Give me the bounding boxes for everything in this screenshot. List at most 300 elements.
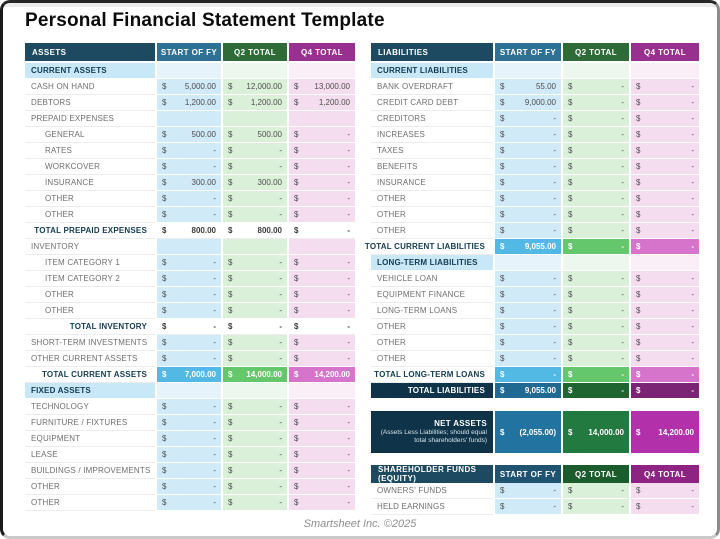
row-label: OTHER [25, 495, 155, 510]
currency-symbol: $ [162, 210, 167, 219]
cell-value: - [691, 386, 694, 395]
cell-value: - [213, 274, 216, 283]
table-row [371, 159, 701, 174]
currency-symbol: $ [294, 322, 299, 331]
cell-start-of-fy[interactable] [495, 175, 561, 190]
cell-value: - [347, 338, 350, 347]
currency-symbol: $ [228, 226, 233, 235]
cell-q4-total[interactable] [631, 79, 699, 94]
cell-value: - [691, 210, 694, 219]
column-header-start-of-fy: START OF FY [495, 43, 561, 61]
currency-symbol: $ [162, 274, 167, 283]
cell-start-of-fy[interactable] [157, 303, 221, 318]
currency-symbol: $ [568, 274, 573, 283]
cell-q2-total[interactable] [223, 367, 287, 382]
cell-value: - [691, 114, 694, 123]
cell-start-of-fy[interactable] [495, 223, 561, 238]
column-header-q2-total: Q2 TOTAL [223, 43, 287, 61]
table-row [25, 223, 357, 238]
cell-q4-total[interactable] [289, 367, 355, 382]
cell-q2-total[interactable] [223, 351, 287, 366]
currency-symbol: $ [568, 338, 573, 347]
cell-start-of-fy[interactable] [495, 143, 561, 158]
cell-q2-total[interactable] [223, 223, 287, 238]
cell-q4-total[interactable] [289, 111, 355, 126]
cell-value: - [553, 130, 556, 139]
currency-symbol: $ [500, 486, 505, 495]
cell-start-of-fy[interactable] [157, 175, 221, 190]
cell-value: - [691, 98, 694, 107]
cell-value: - [553, 290, 556, 299]
net-assets-cell-q2-total[interactable] [563, 411, 629, 453]
cell-value: - [347, 210, 350, 219]
net-assets-cell-q4-total[interactable] [631, 411, 699, 453]
cell-q4-total[interactable] [289, 479, 355, 494]
cell-q4-total[interactable] [289, 143, 355, 158]
cell-q2-total[interactable] [223, 479, 287, 494]
cell-value: 5,000.00 [184, 82, 216, 91]
currency-symbol: $ [162, 370, 167, 379]
cell-q2-total[interactable] [563, 499, 629, 514]
cell-q4-total[interactable] [631, 351, 699, 366]
cell-start-of-fy[interactable] [157, 383, 221, 398]
cell-start-of-fy[interactable] [157, 479, 221, 494]
currency-symbol: $ [636, 486, 641, 495]
cell-start-of-fy[interactable] [157, 159, 221, 174]
table-row [25, 159, 357, 174]
cell-start-of-fy[interactable] [157, 335, 221, 350]
row-label: LONG-TERM LOANS [371, 303, 493, 318]
currency-symbol: $ [228, 274, 233, 283]
cell-q2-total[interactable] [223, 303, 287, 318]
cell-q4-total[interactable] [289, 207, 355, 222]
table-row [371, 255, 701, 270]
cell-q4-total[interactable] [631, 159, 699, 174]
cell-q2-total[interactable] [223, 383, 287, 398]
cell-q4-total[interactable] [289, 399, 355, 414]
cell-start-of-fy[interactable] [157, 95, 221, 110]
cell-start-of-fy[interactable] [157, 271, 221, 286]
currency-symbol: $ [636, 386, 641, 395]
table-row [25, 463, 357, 478]
cell-q4-total[interactable] [631, 95, 699, 110]
cell-start-of-fy[interactable] [157, 367, 221, 382]
currency-symbol: $ [568, 427, 573, 437]
cell-start-of-fy[interactable] [495, 63, 561, 78]
row-label: SHORT-TERM INVESTMENTS [25, 335, 155, 350]
cell-q2-total[interactable] [563, 175, 629, 190]
cell-start-of-fy[interactable] [495, 111, 561, 126]
cell-start-of-fy[interactable] [495, 319, 561, 334]
cell-value: 500.00 [257, 130, 282, 139]
cell-q4-total[interactable] [631, 127, 699, 142]
cell-start-of-fy[interactable] [495, 271, 561, 286]
cell-start-of-fy[interactable] [157, 223, 221, 238]
table-row [25, 143, 357, 158]
net-assets-block [371, 411, 701, 453]
cell-start-of-fy[interactable] [495, 159, 561, 174]
cell-q2-total[interactable] [223, 143, 287, 158]
cell-value: - [621, 162, 624, 171]
table-row [371, 303, 701, 318]
cell-value: - [621, 386, 624, 395]
table-row [25, 79, 357, 94]
currency-symbol: $ [568, 306, 573, 315]
cell-q4-total[interactable] [289, 303, 355, 318]
cell-q2-total[interactable] [563, 207, 629, 222]
cell-q4-total[interactable] [631, 111, 699, 126]
cell-value: - [279, 162, 282, 171]
cell-q4-total[interactable] [289, 351, 355, 366]
cell-value: - [691, 130, 694, 139]
cell-q4-total[interactable] [631, 143, 699, 158]
cell-q4-total[interactable] [631, 303, 699, 318]
cell-start-of-fy[interactable] [495, 483, 561, 498]
table-row [371, 335, 701, 350]
cell-q4-total[interactable] [631, 175, 699, 190]
cell-q2-total[interactable] [563, 143, 629, 158]
currency-symbol: $ [162, 258, 167, 267]
cell-value: - [213, 290, 216, 299]
table-row [25, 447, 357, 462]
cell-q4-total[interactable] [631, 483, 699, 498]
cell-q4-total[interactable] [631, 207, 699, 222]
cell-value: - [621, 242, 624, 251]
cell-q2-total[interactable] [223, 495, 287, 510]
currency-symbol: $ [162, 194, 167, 203]
currency-symbol: $ [568, 354, 573, 363]
cell-start-of-fy[interactable] [157, 207, 221, 222]
cell-q4-total[interactable] [289, 239, 355, 254]
cell-q2-total[interactable] [563, 79, 629, 94]
cell-q4-total[interactable] [631, 287, 699, 302]
currency-symbol: $ [568, 242, 573, 251]
currency-symbol: $ [568, 178, 573, 187]
cell-start-of-fy[interactable] [495, 239, 561, 254]
cell-q4-total[interactable] [289, 63, 355, 78]
cell-value: - [691, 338, 694, 347]
cell-q2-total[interactable] [223, 271, 287, 286]
cell-start-of-fy[interactable] [157, 63, 221, 78]
cell-value: - [553, 338, 556, 347]
cell-q2-total[interactable] [223, 207, 287, 222]
cell-start-of-fy[interactable] [495, 95, 561, 110]
table-row [25, 95, 357, 110]
cell-value: - [621, 354, 624, 363]
cell-value: - [347, 258, 350, 267]
cell-start-of-fy[interactable] [495, 351, 561, 366]
cell-start-of-fy[interactable] [157, 111, 221, 126]
cell-value: - [347, 498, 350, 507]
cell-q4-total[interactable] [289, 415, 355, 430]
cell-start-of-fy[interactable] [495, 255, 561, 270]
cell-q4-total[interactable] [289, 271, 355, 286]
currency-symbol: $ [568, 486, 573, 495]
cell-value: - [213, 210, 216, 219]
cell-start-of-fy[interactable] [495, 499, 561, 514]
currency-symbol: $ [636, 146, 641, 155]
cell-q4-total[interactable] [289, 319, 355, 334]
cell-value: - [691, 242, 694, 251]
cell-value: - [691, 290, 694, 299]
cell-q4-total[interactable] [631, 367, 699, 382]
cell-start-of-fy[interactable] [157, 431, 221, 446]
currency-symbol: $ [162, 146, 167, 155]
currency-symbol: $ [228, 370, 233, 379]
cell-q4-total[interactable] [631, 63, 699, 78]
cell-q2-total[interactable] [223, 175, 287, 190]
row-label: OTHER [25, 303, 155, 318]
cell-q4-total[interactable] [289, 95, 355, 110]
cell-q4-total[interactable] [289, 223, 355, 238]
cell-start-of-fy[interactable] [157, 79, 221, 94]
cell-q2-total[interactable] [563, 367, 629, 382]
cell-q2-total[interactable] [563, 63, 629, 78]
cell-value: - [213, 466, 216, 475]
net-assets-subtitle: (Assets Less Liabilities; should equal total shareholders' funds) [380, 428, 487, 444]
cell-q2-total[interactable] [563, 319, 629, 334]
currency-symbol: $ [568, 146, 573, 155]
cell-start-of-fy[interactable] [495, 367, 561, 382]
cell-value: - [347, 450, 350, 459]
currency-symbol: $ [294, 130, 299, 139]
cell-q2-total[interactable] [563, 239, 629, 254]
cell-q2-total[interactable] [223, 287, 287, 302]
cell-start-of-fy[interactable] [495, 79, 561, 94]
cell-q2-total[interactable] [563, 255, 629, 270]
currency-symbol: $ [500, 502, 505, 511]
currency-symbol: $ [568, 162, 573, 171]
column-header-label: SHAREHOLDER FUNDS (EQUITY) [371, 465, 493, 483]
cell-q2-total[interactable] [223, 335, 287, 350]
cell-value: - [347, 146, 350, 155]
copyright-text: Smartsheet Inc. ©2025 [303, 518, 417, 530]
cell-value: - [621, 146, 624, 155]
cell-q4-total[interactable] [289, 191, 355, 206]
table-row [25, 255, 357, 270]
row-label: FURNITURE / FIXTURES [25, 415, 155, 430]
cell-q4-total[interactable] [289, 175, 355, 190]
equity-table [371, 465, 701, 514]
cell-value: - [213, 194, 216, 203]
section-header: CURRENT ASSETS [25, 63, 155, 78]
cell-value: - [279, 482, 282, 491]
cell-q2-total[interactable] [223, 447, 287, 462]
cell-value: - [347, 482, 350, 491]
row-label: BENEFITS [371, 159, 493, 174]
table-row [25, 431, 357, 446]
currency-symbol: $ [636, 306, 641, 315]
cell-value: - [553, 226, 556, 235]
cell-start-of-fy[interactable] [157, 447, 221, 462]
cell-value: 800.00 [257, 226, 282, 235]
currency-symbol: $ [636, 178, 641, 187]
cell-start-of-fy[interactable] [157, 127, 221, 142]
cell-q2-total[interactable] [223, 127, 287, 142]
cell-q2-total[interactable] [563, 111, 629, 126]
cell-value: - [347, 162, 350, 171]
cell-q2-total[interactable] [223, 399, 287, 414]
cell-value: - [213, 146, 216, 155]
currency-symbol: $ [228, 434, 233, 443]
cell-q4-total[interactable] [631, 319, 699, 334]
cell-start-of-fy[interactable] [157, 399, 221, 414]
row-label: INVENTORY [25, 239, 155, 254]
currency-symbol: $ [294, 354, 299, 363]
cell-q2-total[interactable] [223, 463, 287, 478]
cell-value: - [279, 210, 282, 219]
cell-start-of-fy[interactable] [157, 143, 221, 158]
cell-q2-total[interactable] [223, 63, 287, 78]
cell-q4-total[interactable] [631, 223, 699, 238]
cell-q2-total[interactable] [563, 383, 629, 398]
currency-symbol: $ [228, 450, 233, 459]
cell-q4-total[interactable] [289, 79, 355, 94]
cell-q2-total[interactable] [223, 159, 287, 174]
currency-symbol: $ [294, 306, 299, 315]
cell-start-of-fy[interactable] [495, 287, 561, 302]
cell-q2-total[interactable] [563, 95, 629, 110]
cell-q2-total[interactable] [223, 111, 287, 126]
cell-value: - [347, 354, 350, 363]
cell-q2-total[interactable] [563, 127, 629, 142]
cell-start-of-fy[interactable] [157, 239, 221, 254]
cell-q2-total[interactable] [563, 191, 629, 206]
currency-symbol: $ [228, 498, 233, 507]
cell-value: - [691, 274, 694, 283]
cell-value: - [553, 322, 556, 331]
column-header-q2-total: Q2 TOTAL [563, 43, 629, 61]
cell-q2-total[interactable] [563, 303, 629, 318]
currency-symbol: $ [568, 82, 573, 91]
cell-q4-total[interactable] [631, 383, 699, 398]
cell-q4-total[interactable] [631, 191, 699, 206]
cell-value: - [553, 162, 556, 171]
currency-symbol: $ [294, 290, 299, 299]
table-row [371, 483, 701, 498]
cell-q4-total[interactable] [289, 495, 355, 510]
row-label: DEBTORS [25, 95, 155, 110]
cell-q4-total[interactable] [289, 159, 355, 174]
cell-value: - [213, 338, 216, 347]
cell-q2-total[interactable] [563, 223, 629, 238]
cell-start-of-fy[interactable] [157, 191, 221, 206]
cell-q2-total[interactable] [223, 95, 287, 110]
row-label: ITEM CATEGORY 1 [25, 255, 155, 270]
cell-q4-total[interactable] [631, 271, 699, 286]
cell-value: 13,000.00 [314, 82, 350, 91]
currency-symbol: $ [500, 354, 505, 363]
cell-value: - [213, 498, 216, 507]
cell-value: - [691, 486, 694, 495]
cell-q2-total[interactable] [563, 483, 629, 498]
cell-q4-total[interactable] [289, 335, 355, 350]
cell-start-of-fy[interactable] [157, 319, 221, 334]
cell-q4-total[interactable] [631, 499, 699, 514]
cell-start-of-fy[interactable] [495, 335, 561, 350]
currency-symbol: $ [228, 194, 233, 203]
cell-q2-total[interactable] [223, 239, 287, 254]
row-label: OTHER [371, 319, 493, 334]
currency-symbol: $ [636, 114, 641, 123]
cell-value: - [347, 194, 350, 203]
cell-start-of-fy[interactable] [495, 383, 561, 398]
cell-q2-total[interactable] [563, 351, 629, 366]
cell-q4-total[interactable] [289, 463, 355, 478]
cell-q4-total[interactable] [289, 383, 355, 398]
net-assets-cell-start-of-fy[interactable] [495, 411, 561, 453]
cell-value: - [279, 402, 282, 411]
cell-value: - [279, 258, 282, 267]
table-row [371, 127, 701, 142]
cell-q4-total[interactable] [289, 255, 355, 270]
cell-start-of-fy[interactable] [157, 255, 221, 270]
cell-q4-total[interactable] [289, 287, 355, 302]
cell-q2-total[interactable] [223, 191, 287, 206]
cell-q2-total[interactable] [223, 319, 287, 334]
cell-q2-total[interactable] [223, 79, 287, 94]
cell-q2-total[interactable] [563, 287, 629, 302]
cell-q2-total[interactable] [223, 431, 287, 446]
currency-symbol: $ [228, 322, 233, 331]
cell-value: 300.00 [257, 178, 282, 187]
table-row [371, 175, 701, 190]
cell-value: - [621, 226, 624, 235]
cell-value: 1,200.00 [184, 98, 216, 107]
cell-q2-total[interactable] [223, 255, 287, 270]
cell-start-of-fy[interactable] [495, 303, 561, 318]
cell-q2-total[interactable] [563, 335, 629, 350]
currency-symbol: $ [162, 338, 167, 347]
currency-symbol: $ [228, 482, 233, 491]
currency-symbol: $ [162, 98, 167, 107]
cell-start-of-fy[interactable] [157, 287, 221, 302]
cell-q2-total[interactable] [223, 415, 287, 430]
currency-symbol: $ [636, 502, 641, 511]
currency-symbol: $ [500, 306, 505, 315]
cell-q2-total[interactable] [563, 271, 629, 286]
cell-start-of-fy[interactable] [495, 191, 561, 206]
cell-q4-total[interactable] [631, 335, 699, 350]
cell-start-of-fy[interactable] [157, 351, 221, 366]
cell-q4-total[interactable] [631, 239, 699, 254]
cell-q4-total[interactable] [289, 127, 355, 142]
cell-q4-total[interactable] [289, 447, 355, 462]
table-row [371, 223, 701, 238]
cell-start-of-fy[interactable] [495, 207, 561, 222]
currency-symbol: $ [294, 98, 299, 107]
currency-symbol: $ [500, 146, 505, 155]
currency-symbol: $ [568, 210, 573, 219]
cell-start-of-fy[interactable] [157, 495, 221, 510]
cell-q4-total[interactable] [631, 255, 699, 270]
currency-symbol: $ [294, 338, 299, 347]
cell-start-of-fy[interactable] [157, 463, 221, 478]
currency-symbol: $ [636, 427, 641, 437]
currency-symbol: $ [568, 370, 573, 379]
cell-value: - [691, 178, 694, 187]
cell-start-of-fy[interactable] [495, 127, 561, 142]
cell-value: - [213, 162, 216, 171]
cell-value: - [691, 370, 694, 379]
cell-start-of-fy[interactable] [157, 415, 221, 430]
cell-value: 9,055.00 [524, 242, 556, 251]
cell-q4-total[interactable] [289, 431, 355, 446]
table-row [371, 95, 701, 110]
cell-q2-total[interactable] [563, 159, 629, 174]
column-header-start-of-fy: START OF FY [157, 43, 221, 61]
currency-symbol: $ [500, 322, 505, 331]
